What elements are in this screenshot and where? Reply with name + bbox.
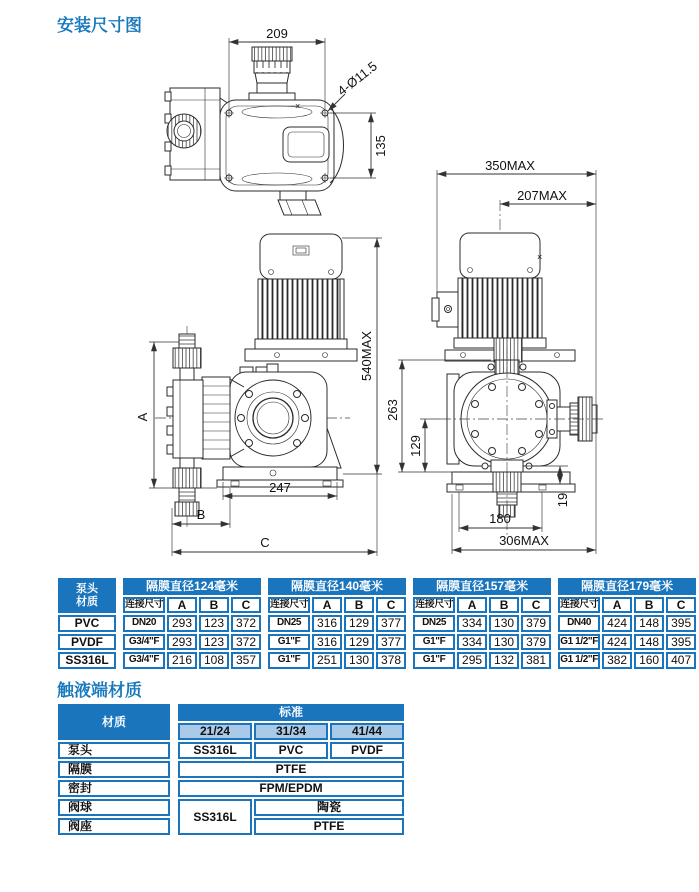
- group-header-124: 隔膜直径124毫米: [123, 578, 261, 595]
- value-cell: PVC: [254, 742, 328, 759]
- dim-cell: 132: [489, 652, 519, 669]
- dim-cell: 148: [634, 634, 664, 651]
- conn-header: 连接尺寸: [413, 597, 455, 614]
- dim-cell: 334: [457, 615, 487, 632]
- conn-cell: G3/4"F: [123, 634, 165, 651]
- row-seal: [58, 780, 404, 797]
- conn-cell: G1"F: [413, 652, 455, 669]
- wetted-material-table: [56, 702, 406, 837]
- spacer: [118, 578, 121, 613]
- conn-cell: DN25: [268, 615, 310, 632]
- page-title: 安装尺寸图: [57, 16, 142, 35]
- model-header-3134: 31/34: [254, 723, 328, 740]
- table-row-pvdf: [58, 634, 696, 651]
- conn-cell: DN20: [123, 615, 165, 632]
- col-header-b: B: [489, 597, 519, 614]
- dim-cell: 251: [312, 652, 342, 669]
- dim-cell: 378: [376, 652, 406, 669]
- dim-label-263: 263: [385, 399, 400, 421]
- material-cell: PVDF: [58, 634, 116, 651]
- value-cell: FPM/EPDM: [178, 780, 404, 797]
- gear-housing: [230, 364, 341, 468]
- spacer: [408, 578, 411, 613]
- col-header-c: C: [521, 597, 551, 614]
- group-header-140: 隔膜直径140毫米: [268, 578, 406, 595]
- dim-cell: 129: [344, 634, 374, 651]
- conn-cell: DN25: [413, 615, 455, 632]
- spacer: [553, 652, 556, 669]
- value-cell: SS316L: [178, 742, 252, 759]
- dim-label-129: 129: [408, 435, 423, 457]
- dim-cell: 357: [231, 652, 261, 669]
- junction-box: [432, 292, 458, 327]
- conn-cell: G1 1/2"F: [558, 634, 600, 651]
- stroke-knob: [249, 47, 295, 100]
- spacer: [553, 634, 556, 651]
- pump-housing: [447, 360, 560, 466]
- top-view-drawing: [152, 28, 392, 223]
- conn-header: 连接尺寸: [268, 597, 310, 614]
- table-row-ss316l: [58, 652, 696, 669]
- col-header-b: B: [634, 597, 664, 614]
- dim-cell: 377: [376, 634, 406, 651]
- material-cell: PVC: [58, 615, 116, 632]
- model-header-2124: 21/24: [178, 723, 252, 740]
- front-view-drawing: [105, 222, 385, 567]
- spacer: [408, 634, 411, 651]
- dim-cell: 293: [167, 615, 197, 632]
- conn-cell: DN40: [558, 615, 600, 632]
- dim-label-247: 247: [269, 480, 291, 495]
- dim-cell: 130: [344, 652, 374, 669]
- standard-header: 标准: [178, 704, 404, 721]
- side-view-drawing: [385, 158, 675, 560]
- svg-defs: [0, 0, 1, 1]
- dim-cell: 372: [231, 634, 261, 651]
- material-column-header: 泵头材质: [58, 578, 116, 613]
- dim-label-350max: 350MAX: [485, 158, 535, 173]
- spacer: [553, 615, 556, 632]
- spacer: [172, 761, 176, 778]
- value-cell: PVDF: [330, 742, 404, 759]
- motor: [245, 234, 357, 361]
- bottom-fitting: [278, 191, 321, 215]
- col-header-c: C: [666, 597, 696, 614]
- dim-cell: 108: [199, 652, 229, 669]
- dim-label-540max: 540MAX: [359, 331, 374, 381]
- dim-cell: 379: [521, 634, 551, 651]
- spacer: [263, 615, 266, 632]
- ref-mark: ×: [295, 101, 301, 111]
- dim-cell: 377: [376, 615, 406, 632]
- spacer: [408, 615, 411, 632]
- dim-label-C: C: [260, 535, 270, 550]
- spacer: [118, 634, 121, 651]
- dim-cell: 395: [666, 634, 696, 651]
- conn-header: 连接尺寸: [558, 597, 600, 614]
- wetted-section-title: 触液端材质: [57, 681, 142, 700]
- col-header-c: C: [376, 597, 406, 614]
- material-cell: SS316L: [58, 652, 116, 669]
- col-header-b: B: [199, 597, 229, 614]
- dim-cell: 407: [666, 652, 696, 669]
- dim-cell: 381: [521, 652, 551, 669]
- dim-label-holes: 4-Ø11.5: [334, 58, 380, 99]
- dim-cell: 130: [489, 615, 519, 632]
- spacer: [408, 652, 411, 669]
- group-header-179: 隔膜直径179毫米: [558, 578, 696, 595]
- dim-cell: 293: [167, 634, 197, 651]
- dim-cell: 316: [312, 634, 342, 651]
- dim-cell: 379: [521, 615, 551, 632]
- row-label: 隔膜: [58, 761, 170, 778]
- table-row-pvc: [58, 615, 696, 632]
- spacer: [263, 578, 266, 613]
- dim-cell: 295: [457, 652, 487, 669]
- value-cell: PTFE: [254, 818, 404, 835]
- model-header-4144: 41/44: [330, 723, 404, 740]
- conn-cell: G1"F: [413, 634, 455, 651]
- value-cell: 陶瓷: [254, 799, 404, 816]
- col-header-a: A: [312, 597, 342, 614]
- conn-cell: G1 1/2"F: [558, 652, 600, 669]
- dim-cell: 148: [634, 615, 664, 632]
- ref-mark: ×: [537, 252, 543, 262]
- motor: [445, 233, 575, 362]
- spacer: [172, 780, 176, 797]
- spacer: [118, 652, 121, 669]
- dimension-table: [56, 576, 698, 671]
- dim-cell: 216: [167, 652, 197, 669]
- dim-label-306max: 306MAX: [499, 533, 549, 548]
- spacer: [118, 615, 121, 632]
- group-header-157: 隔膜直径157毫米: [413, 578, 551, 595]
- dim-cell: 395: [666, 615, 696, 632]
- row-label: 密封: [58, 780, 170, 797]
- row-valve-ball: [58, 799, 404, 816]
- dim-label-19: 19: [555, 492, 570, 508]
- dim-cell: 382: [602, 652, 632, 669]
- dim-cell: 316: [312, 615, 342, 632]
- row-label: 阀球: [58, 799, 170, 816]
- conn-cell: G1"F: [268, 634, 310, 651]
- spacer: [553, 578, 556, 613]
- value-cell: PTFE: [178, 761, 404, 778]
- dim-cell: 123: [199, 634, 229, 651]
- dim-label-209: 209: [266, 26, 288, 41]
- dim-label-207max: 207MAX: [517, 188, 567, 203]
- dim-label-180: 180: [489, 511, 511, 526]
- dim-label-B: B: [196, 507, 206, 522]
- spacer: [263, 634, 266, 651]
- row-pump-head: [58, 742, 404, 759]
- motor-flange: [165, 88, 229, 180]
- value-cell: SS316L: [178, 799, 252, 835]
- col-header-b: B: [344, 597, 374, 614]
- dim-cell: 130: [489, 634, 519, 651]
- dim-cell: 160: [634, 652, 664, 669]
- row-diaphragm: [58, 761, 404, 778]
- col-header-a: A: [602, 597, 632, 614]
- dim-cell: 129: [344, 615, 374, 632]
- dim-cell: 334: [457, 634, 487, 651]
- spacer: [172, 704, 176, 740]
- spacer: [263, 652, 266, 669]
- material-column-header: 材质: [58, 704, 170, 740]
- dim-cell: 424: [602, 634, 632, 651]
- col-header-a: A: [457, 597, 487, 614]
- conn-cell: G1"F: [268, 652, 310, 669]
- col-header-c: C: [231, 597, 261, 614]
- spacer: [172, 818, 176, 835]
- dim-label-135: 135: [373, 135, 388, 157]
- conn-cell: G3/4"F: [123, 652, 165, 669]
- row-label: 泵头: [58, 742, 170, 759]
- dim-cell: 424: [602, 615, 632, 632]
- spacer: [172, 799, 176, 816]
- dim-label-A: A: [135, 412, 150, 422]
- dim-cell: 372: [231, 615, 261, 632]
- col-header-a: A: [167, 597, 197, 614]
- dim-cell: 123: [199, 615, 229, 632]
- row-label: 阀座: [58, 818, 170, 835]
- spacer: [172, 742, 176, 759]
- conn-header: 连接尺寸: [123, 597, 165, 614]
